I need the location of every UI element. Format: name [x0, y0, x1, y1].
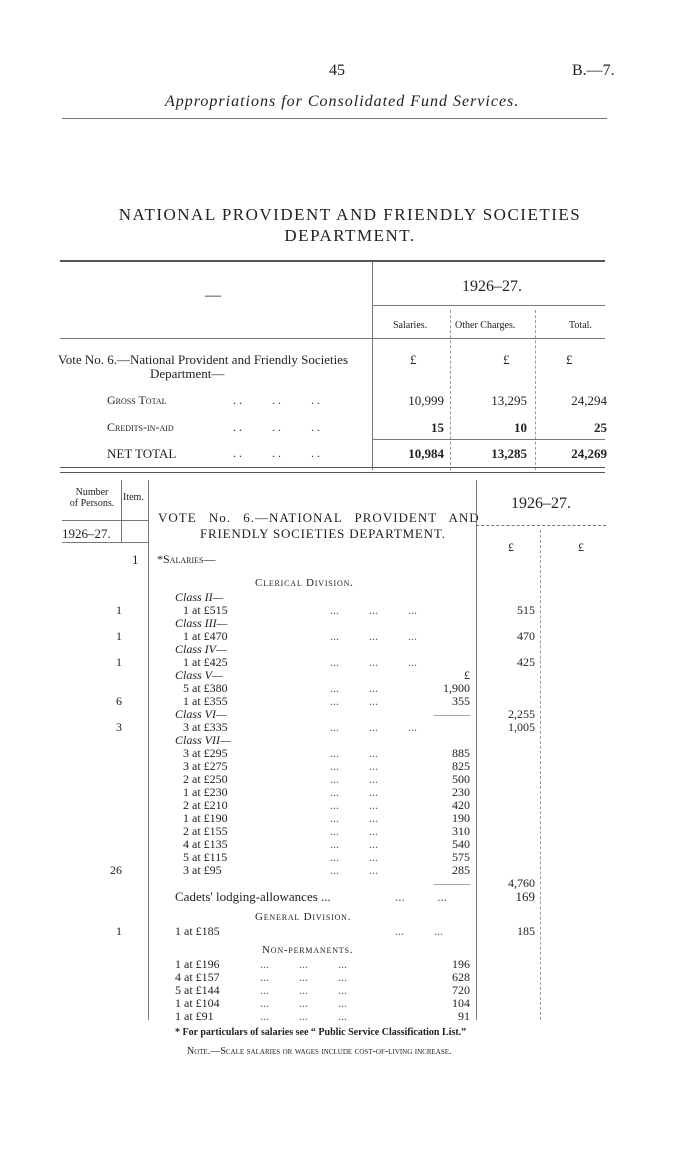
salary-line-label: 1 at £230 [183, 785, 228, 799]
persons-count: 1 [116, 655, 122, 669]
hdr-persons-1: Number [75, 487, 109, 498]
total-amount: 1,005 [508, 720, 535, 734]
salary-line-label: 2 at £210 [183, 798, 228, 812]
total-amount: 425 [517, 655, 535, 669]
np-amount: 628 [452, 970, 470, 984]
summary-currency-total: £ [566, 352, 573, 367]
sub-amount: 310 [452, 824, 470, 838]
persons-header-rule [62, 520, 148, 521]
np-leader-dots: ... ... ... [260, 970, 347, 984]
salary-line-label: 1 at £355 [183, 694, 228, 708]
general-line-label: 1 at £185 [175, 924, 220, 938]
cadets-allowance-label: Cadets' lodging-allowances ... [175, 889, 331, 904]
gross-total-dots: . . . . . . [233, 393, 320, 407]
summary-sum-rule [372, 439, 605, 440]
salary-line-label: 3 at £295 [183, 746, 228, 760]
summary-dash: — [205, 287, 221, 304]
net-total-dots: . . . . . . [233, 446, 320, 460]
hdr-year-left: 1926–27. [62, 526, 111, 541]
leader-dots: ... ... [330, 785, 378, 799]
summary-bottom-rule-1 [60, 467, 605, 468]
np-line-label: 1 at £91 [175, 1009, 214, 1023]
leader-dots: ... ... [395, 889, 447, 904]
sub-amount: 1,900 [443, 681, 470, 695]
line-row [0, 890, 700, 903]
page-title-line2: DEPARTMENT. [284, 226, 416, 245]
sub-amount: 825 [452, 759, 470, 773]
salaries-label: *Salaries— [157, 552, 216, 566]
total-amount: 2,255 [508, 707, 535, 721]
leader-dots: ... ... [330, 863, 378, 877]
summary-year-rule [372, 305, 605, 306]
np-leader-dots: ... ... ... [260, 983, 347, 997]
non-permanents-heading: Non-permanents. [262, 944, 354, 956]
leader-dots: ... ... [330, 837, 378, 851]
np-amount: 104 [452, 996, 470, 1010]
leader-dots: ... ... ... [330, 720, 417, 734]
page-title-line1: NATIONAL PROVIDENT AND FRIENDLY SOCIETIES [118, 205, 582, 224]
summary-currency-other: £ [503, 352, 510, 367]
net-total-label: NET TOTAL [107, 446, 177, 461]
leader-dots: ... ... [330, 746, 378, 760]
persons-count: 6 [116, 694, 122, 708]
line-row [0, 656, 700, 669]
col-other-header: Other Charges. [455, 320, 516, 331]
persons-count: 1 [116, 603, 122, 617]
np-line-label: 1 at £104 [175, 996, 220, 1010]
salary-line-label: 4 at £135 [183, 837, 228, 851]
sub-amount: 190 [452, 811, 470, 825]
amount-year-rule [476, 525, 606, 526]
salary-line-label: 3 at £275 [183, 759, 228, 773]
class-heading: Class VI— [175, 707, 227, 721]
summary-bottom-rule-2 [60, 472, 605, 473]
np-line-label: 4 at £157 [175, 970, 220, 984]
clerical-division-heading: Clerical Division. [255, 577, 354, 589]
line-row [0, 630, 700, 643]
sub-amount: 885 [452, 746, 470, 760]
leader-dots: ... ... [330, 850, 378, 864]
page-number: 45 [329, 62, 345, 79]
summary-top-rule [60, 260, 605, 262]
col-total-header: Total. [569, 320, 592, 331]
sub-total-rule: ——— [434, 876, 470, 890]
salary-line-label: 1 at £190 [183, 811, 228, 825]
leader-dots: ... ... [330, 681, 378, 695]
net-total-total: 24,269 [571, 446, 607, 461]
leader-dots: ... ... ... [330, 655, 417, 669]
line-row [0, 721, 700, 734]
persons-count: 26 [110, 863, 122, 877]
gross-total-other: 13,295 [491, 393, 527, 408]
page-subtitle: Appropriations for Consolidated Fund Services. [165, 93, 520, 110]
summary-vote-line1: Vote No. 6.—National Provident and Friendly Societies [58, 352, 349, 367]
credits-dots: . . . . . . [233, 420, 320, 434]
credits-salaries: 15 [431, 420, 444, 435]
hdr-persons-2: of Persons. [69, 498, 115, 509]
persons-item-divider [121, 480, 122, 542]
salary-line-label: 1 at £515 [183, 603, 228, 617]
total-amount: 169 [515, 889, 535, 904]
item-number: 1 [132, 552, 139, 567]
general-persons-count: 1 [116, 924, 122, 938]
persons-count: 3 [116, 720, 122, 734]
np-line-label: 1 at £196 [175, 957, 220, 971]
vote-title-line2: FRIENDLY SOCIETIES DEPARTMENT. [200, 526, 446, 541]
np-leader-dots: ... ... ... [260, 957, 347, 971]
hdr-item: Item. [123, 492, 144, 503]
class-heading: Class IV— [175, 642, 227, 656]
np-leader-dots: ... ... ... [260, 1009, 347, 1023]
general-division-heading: General Division. [255, 911, 352, 923]
summary-header-rule [60, 338, 605, 339]
gross-total-label: Gross Total [107, 393, 167, 407]
class-heading: Class III— [175, 616, 228, 630]
np-line-label: 5 at £144 [175, 983, 220, 997]
persons-year-rule [62, 542, 148, 543]
summary-col-divider-1 [450, 310, 451, 470]
line-row [0, 695, 700, 708]
general-leader-dots: ... ... [395, 924, 443, 938]
leader-dots: ... ... [330, 811, 378, 825]
scale-note: Note.—Scale salaries or wages include cost-of-living increase. [187, 1046, 452, 1057]
net-total-other: 13,285 [491, 446, 527, 461]
salary-line-label: 2 at £250 [183, 772, 228, 786]
leader-dots: ... ... [330, 798, 378, 812]
salary-line-label: 1 at £425 [183, 655, 228, 669]
np-amount: 720 [452, 983, 470, 997]
document-ref: B.—7. [572, 62, 615, 79]
class-heading: Class V— [175, 668, 223, 682]
sub-amount: 285 [452, 863, 470, 877]
sub-total-rule: ——— [434, 707, 470, 721]
salary-line-label: 5 at £380 [183, 681, 228, 695]
gross-total-total: 24,294 [571, 393, 607, 408]
sub-amount: 420 [452, 798, 470, 812]
class-heading: Class II— [175, 590, 224, 604]
leader-dots: ... ... [330, 694, 378, 708]
total-amount: 515 [517, 603, 535, 617]
hdr-year-right: 1926–27. [511, 495, 571, 512]
detail-currency-right: £ [578, 540, 584, 554]
gross-total-salaries: 10,999 [408, 393, 444, 408]
vote-title-line1: VOTE No. 6.—NATIONAL PROVIDENT AND [158, 510, 480, 525]
net-total-salaries: 10,984 [408, 446, 444, 461]
np-amount: 91 [458, 1009, 470, 1023]
np-leader-dots: ... ... ... [260, 996, 347, 1010]
summary-year: 1926–27. [462, 278, 522, 295]
sub-amount: 355 [452, 694, 470, 708]
credits-total: 25 [594, 420, 607, 435]
salary-line-label: 3 at £335 [183, 720, 228, 734]
sub-amount: 540 [452, 837, 470, 851]
header-rule [62, 118, 607, 119]
general-total-amount: 185 [517, 924, 535, 938]
line-row [0, 604, 700, 617]
persons-count: 1 [116, 629, 122, 643]
footnote: * For particulars of salaries see “ Public Service Classification List.” [175, 1027, 467, 1038]
class-heading: Class VII— [175, 733, 231, 747]
leader-dots: ... ... [330, 824, 378, 838]
line-row [0, 864, 700, 877]
leader-dots: ... ... [330, 759, 378, 773]
sub-currency: £ [464, 668, 470, 682]
salary-line-label: 2 at £155 [183, 824, 228, 838]
sub-amount: 230 [452, 785, 470, 799]
summary-currency-salaries: £ [410, 352, 417, 367]
summary-vote-line2: Department— [150, 366, 225, 381]
sub-amount: 500 [452, 772, 470, 786]
np-amount: 196 [452, 957, 470, 971]
credits-other: 10 [514, 420, 527, 435]
credits-label: Credits-in-aid [107, 420, 174, 434]
line-row [0, 877, 700, 890]
leader-dots: ... ... [330, 772, 378, 786]
leader-dots: ... ... ... [330, 629, 417, 643]
col-salaries-header: Salaries. [393, 320, 428, 331]
total-amount: 470 [517, 629, 535, 643]
detail-currency-left: £ [508, 540, 514, 554]
salary-line-label: 1 at £470 [183, 629, 228, 643]
sub-amount: 575 [452, 850, 470, 864]
leader-dots: ... ... ... [330, 603, 417, 617]
salary-line-label: 3 at £95 [183, 863, 222, 877]
total-amount: 4,760 [508, 876, 535, 890]
salary-line-label: 5 at £115 [183, 850, 228, 864]
